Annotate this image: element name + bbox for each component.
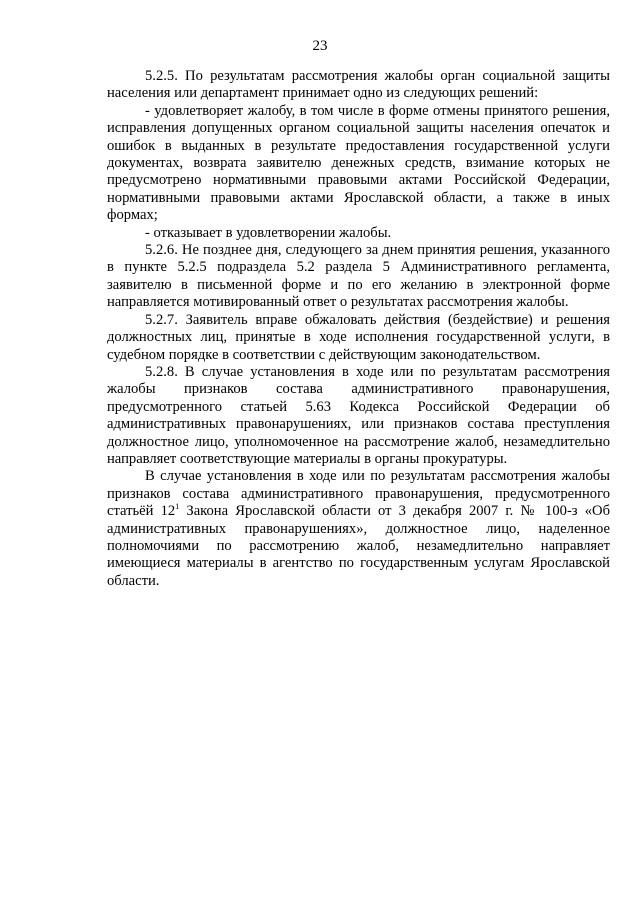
paragraph-text-start: В случае установления в ходе или по результатам рассмотрения жалобы признаков состава административного правонарушения, предусмотренного статьёй 12 — [107, 468, 610, 520]
paragraph-5-2-8: 5.2.8. В случае установления в ходе или по результатам рассмотрения жалобы признаков состава административного правонарушения, предусмотренного статьей 5.63 Кодекса Российской Федерации об административных правонарушениях, или признаков состава преступления должностное лицо, уполномоченное на рассмотрение жалоб, незамедлительно направляет соответствующие материалы в органы прокуратуры. — [107, 363, 610, 467]
paragraph-regional-violation — [107, 468, 610, 590]
page-number: 23 — [312, 38, 328, 54]
paragraph-5-2-6: 5.2.6. Не позднее дня, следующего за днем принятия решения, указанного в пункте 5.2.5 подраздела 5.2 раздела 5 Административного регламента, заявителю в письменной форме и по его желанию в электронной форме направляется мотивированный ответ о результатах рассмотрения жалобы. — [107, 242, 610, 311]
list-item-satisfy-complaint: - удовлетворяет жалобу, в том числе в форме отмены принятого решения, исправления допущенных органом социальной защиты населения опечаток и ошибок в выданных в результате предоставления государственной услуги документах, возврата заявителю денежных средств, взимание которых не предусмотрено нормативными правовыми актами Российской Федерации, нормативными правовыми актами Ярославской области, а также в иных формах; — [107, 102, 610, 224]
paragraph-text-end: Закона Ярославской области от 3 декабря 2007 г. № 100-з «Об административных правонарушениях», должностное лицо, наделенное полномочиями по рассмотрению жалоб, незамедлительно направляет имеющиеся материалы в агентство по государственным услугам Ярославской области. — [107, 503, 610, 589]
article-superscript: 1 — [175, 502, 180, 512]
paragraph-5-2-7: 5.2.7. Заявитель вправе обжаловать действия (бездействие) и решения должностных лиц, принятые в ходе исполнения государственной услуги, в судебном порядке в соответствии с действующим законодательством. — [107, 311, 610, 363]
paragraph-5-2-5: 5.2.5. По результатам рассмотрения жалобы орган социальной защиты населения или департамент принимает одно из следующих решений: — [107, 68, 610, 102]
document-body — [107, 68, 610, 590]
list-item-refuse-complaint: - отказывает в удовлетворении жалобы. — [145, 224, 392, 241]
